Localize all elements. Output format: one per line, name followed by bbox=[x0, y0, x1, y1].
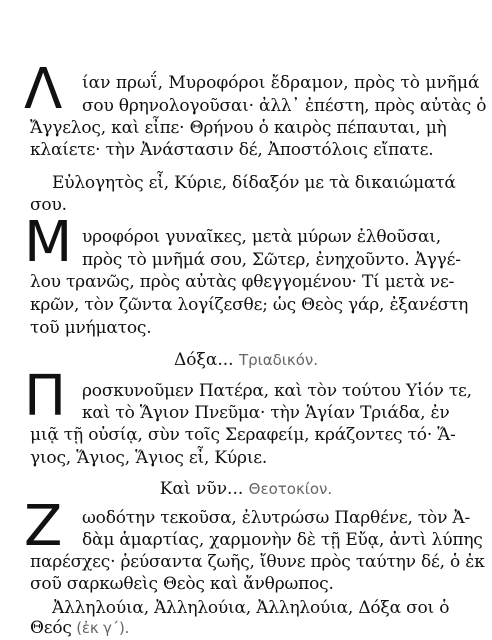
alleluia-line: Ἀλληλούια, Ἀλληλούια, Ἀλληλούια, Δόξα σοι ὁ bbox=[52, 598, 450, 618]
hymn-line: τοῦ μνήματος. bbox=[30, 317, 152, 338]
doxa-heading bbox=[0, 350, 492, 370]
hymn-line: ίαν πρωΐ, Μυροφόροι ἔδραμον, πρὸς τὸ μνῆμά bbox=[82, 73, 480, 94]
hymn-line: σοῦ σαρκωθεὶς Θεὸς καὶ ἄνθρωπος. bbox=[30, 574, 334, 595]
drop-cap: Λ bbox=[24, 57, 63, 122]
hymn-line: σου θρηνολογοῦσαι· ἀλλ᾽ ἐπέστη, πρὸς αὐτὰς ὁ bbox=[82, 96, 487, 117]
heading-note: Θεοτοκίον. bbox=[248, 479, 333, 498]
heading-text: Καὶ νῦν... bbox=[159, 478, 244, 499]
hymn-line: γιος, Ἅγιος, Ἅγιος εἶ, Κύριε. bbox=[30, 448, 268, 469]
hymn-line: ωοδότην τεκοῦσα, ἐλυτρώσω Παρθένε, τὸν Ἀ- bbox=[82, 508, 471, 529]
kai-nyn-heading bbox=[0, 479, 492, 499]
drop-cap: Π bbox=[24, 364, 67, 430]
hymn-line: ροσκυνοῦμεν Πατέρα, καὶ τὸν τούτου Υἱόν τε, bbox=[82, 380, 472, 401]
hymn-line: καὶ τὸ Ἅγιον Πνεῦμα· τὴν Ἁγίαν Τριάδα, ἐν bbox=[82, 403, 450, 424]
alleluia-text: Θεός bbox=[30, 618, 72, 638]
hymn-line: παρέσχες· ῥεύσαντα ζωῆς, ἴθυνε πρὸς ταύτην δέ, ὁ ἐκ bbox=[30, 552, 485, 573]
drop-cap: Μ bbox=[24, 209, 73, 275]
heading-note: Τριαδικόν. bbox=[238, 351, 319, 369]
hymn-line: Ἄγγελος, καὶ εἶπε· Θρήνου ὁ καιρὸς πέπαυται, μὴ bbox=[30, 118, 447, 139]
verse-line: σου. bbox=[30, 194, 67, 215]
hymn-line: μιᾷ τῇ οὐσίᾳ, σὺν τοῖς Σεραφείμ, κράζοντες τό· Ἅ- bbox=[30, 425, 456, 446]
hymn-line: δὰμ ἁμαρτίας, χαρμονὴν δὲ τῇ Εὔᾳ, ἀντὶ λύπης bbox=[82, 530, 483, 551]
repeat-note: (ἐκ γ΄). bbox=[71, 619, 130, 637]
hymn-line: πρὸς τὸ μνῆμά σου, Σῶτερ, ἐνηχοῦντο. Ἀγγέ- bbox=[82, 249, 461, 270]
alleluia-line bbox=[30, 618, 129, 638]
hymn-line: λου τρανῶς, πρὸς αὐτὰς φθεγγομένου· Τί μετὰ νε- bbox=[30, 271, 455, 292]
hymn-line: υροφόροι γυναῖκες, μετὰ μύρων ἐλθοῦσαι, bbox=[82, 227, 441, 247]
hymn-line: κλαίετε· τὴν Ἀνάστασιν δέ, Ἀποστόλοις εἴπατε. bbox=[30, 140, 434, 161]
verse-line: Εὐλογητὸς εἶ, Κύριε, δίδαξόν με τὰ δικαιώματά bbox=[52, 172, 456, 193]
heading-text: Δόξα... bbox=[173, 350, 234, 370]
hymn-line: κρῶν, τὸν ζῶντα λογίζεσθε; ὡς Θεὸς γάρ, ἐξανέστη bbox=[30, 294, 469, 315]
drop-cap: Ζ bbox=[24, 493, 63, 559]
